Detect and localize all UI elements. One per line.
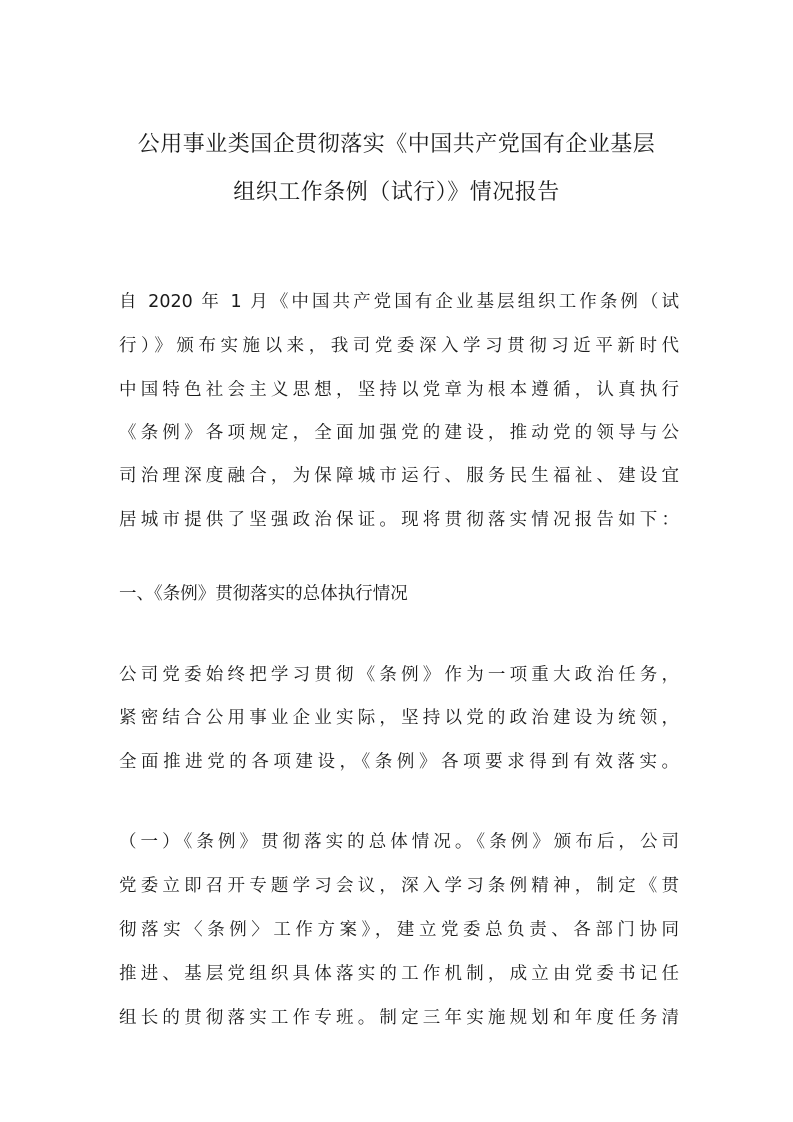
paragraph-2-line-3: 全面推进党的各项建设，《条例》各项要求得到有效落实。 — [119, 752, 679, 772]
paragraph-3-line-5: 组长的贯彻落实工作专班。制定三年实施规划和年度任务清 — [119, 1008, 679, 1028]
paragraph-1-line-5: 司治理深度融合，为保障城市运行、服务民生福祉、建设宜 — [119, 466, 679, 486]
section-heading-1: 一、《条例》贯彻落实的总体执行情况 — [119, 584, 408, 604]
paragraph-3-line-3: 彻落实〈条例〉工作方案》，建立党委总负责、各部门协同 — [119, 920, 679, 940]
document-title-line-2: 组织工作条例（试行）》情况报告 — [233, 180, 560, 205]
paragraph-1-line-6: 居城市提供了坚强政治保证。现将贯彻落实情况报告如下： — [119, 510, 679, 530]
paragraph-1-line-1: 自 2020 年 1 月《中国共产党国有企业基层组织工作条例（试 — [119, 292, 679, 312]
paragraph-1-line-2: 行）》颁布实施以来，我司党委深入学习贯彻习近平新时代 — [119, 336, 679, 356]
paragraph-3-line-2: 党委立即召开专题学习会议，深入学习条例精神，制定《贯 — [119, 876, 679, 896]
paragraph-3-line-4: 推进、基层党组织具体落实的工作机制，成立由党委书记任 — [119, 964, 679, 984]
paragraph-1-line-4: 《条例》各项规定，全面加强党的建设，推动党的领导与公 — [119, 423, 679, 443]
document-title-line-1: 公用事业类国企贯彻落实《中国共产党国有企业基层 — [137, 132, 656, 157]
paragraph-2-line-1: 公司党委始终把学习贯彻《条例》作为一项重大政治任务， — [119, 665, 679, 685]
paragraph-1-line-3: 中国特色社会主义思想，坚持以党章为根本遵循，认真执行 — [119, 380, 679, 400]
paragraph-2-line-2: 紧密结合公用事业企业实际，坚持以党的政治建设为统领， — [119, 708, 679, 728]
paragraph-3-line-1: （一）《条例》贯彻落实的总体情况。《条例》颁布后，公司 — [119, 832, 679, 852]
